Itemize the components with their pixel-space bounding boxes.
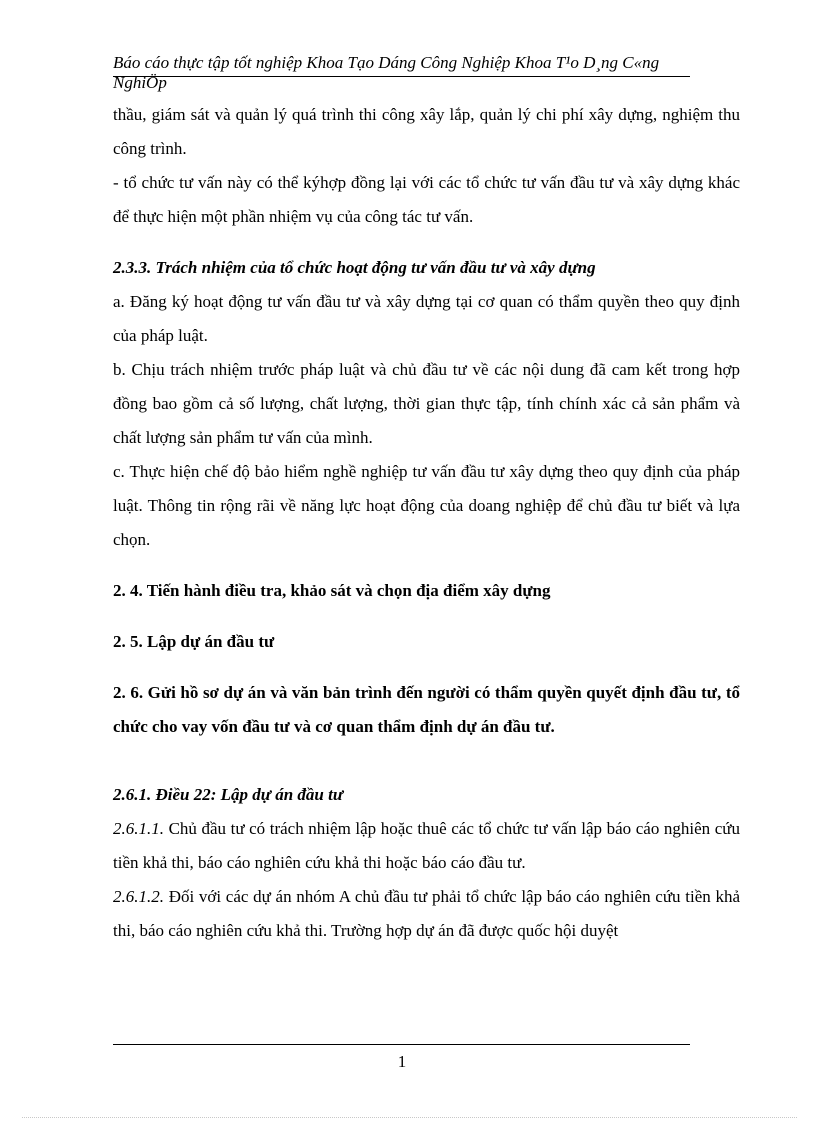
page-header (113, 53, 703, 93)
page-bottom-dotted-border (22, 1117, 797, 1118)
document-body (113, 98, 740, 948)
paragraph-item-c: c. Thực hiện chế độ bảo hiểm nghề nghiệp tư vấn đầu tư xây dựng theo quy định của pháp luật. Thông tin rộng rãi về năng lực hoạt động của doang nghiệp để chủ đầu tư biết và lựa chọn. (113, 462, 740, 549)
clause-label-2-6-1-1: 2.6.1.1. (113, 819, 164, 838)
clause-label-2-6-1-2: 2.6.1.2. (113, 887, 164, 906)
header-text-line1: Báo cáo thực tập tốt nghiệp Khoa Tạo Dáng Công Nghiệp Khoa T¹o D¸ng C«ng (113, 53, 660, 72)
paragraph-2-6-1-1 (113, 812, 740, 880)
heading-2-6: 2. 6. Gửi hồ sơ dự án và văn bản trình đến người có thẩm quyền quyết định đầu tư, tổ chức cho vay vốn đầu tư và cơ quan thẩm định dự án đầu tư. (113, 683, 740, 736)
footer-rule (113, 1044, 690, 1045)
paragraph-scope-continued: thầu, giám sát và quản lý quá trình thi công xây lắp, quản lý chi phí xây dựng, nghiệm thu công trình. (113, 105, 740, 158)
paragraph-consulting-contracts: - tổ chức tư vấn này có thể kýhợp đồng lại với các tổ chức tư vấn đầu tư và xây dựng khác để thực hiện một phần nhiệm vụ của công tác tư vấn. (113, 173, 740, 226)
clause-text-2-6-1-1: Chủ đầu tư có trách nhiệm lập hoặc thuê các tổ chức tư vấn lập báo cáo nghiên cứu tiền khả thi, báo cáo nghiên cứu khả thi hoặc báo cáo đầu tư. (113, 819, 740, 872)
paragraph-2-6-1-2 (113, 880, 740, 948)
page-number: 1 (397, 1052, 407, 1071)
heading-2-5: 2. 5. Lập dự án đầu tư (113, 632, 275, 651)
heading-2-4: 2. 4. Tiến hành điều tra, khảo sát và chọn địa điểm xây dựng (113, 581, 551, 600)
header-rule (113, 76, 690, 77)
heading-2-3-3: 2.3.3. Trách nhiệm của tổ chức hoạt động tư vấn đầu tư và xây dựng (113, 258, 596, 277)
heading-2-6-1: 2.6.1. Điều 22: Lập dự án đầu tư (113, 785, 344, 804)
clause-text-2-6-1-2: Đối với các dự án nhóm A chủ đầu tư phải tổ chức lập báo cáo nghiên cứu tiền khả thi, báo cáo nghiên cứu khả thi. Trường hợp dự án đã được quốc hội duyệt (113, 887, 740, 940)
header-text-line2: NghiÖp (113, 73, 167, 92)
paragraph-item-b: b. Chịu trách nhiệm trước pháp luật và chủ đầu tư về các nội dung đã cam kết trong hợp đồng bao gồm cả số lượng, chất lượng, thời gian thực tập, tính chính xác cả sản phẩm và chất lượng sản phẩm tư vấn của mình. (113, 360, 740, 447)
paragraph-item-a: a. Đăng ký hoạt động tư vấn đầu tư và xây dựng tại cơ quan có thẩm quyền theo quy định của pháp luật. (113, 292, 740, 345)
